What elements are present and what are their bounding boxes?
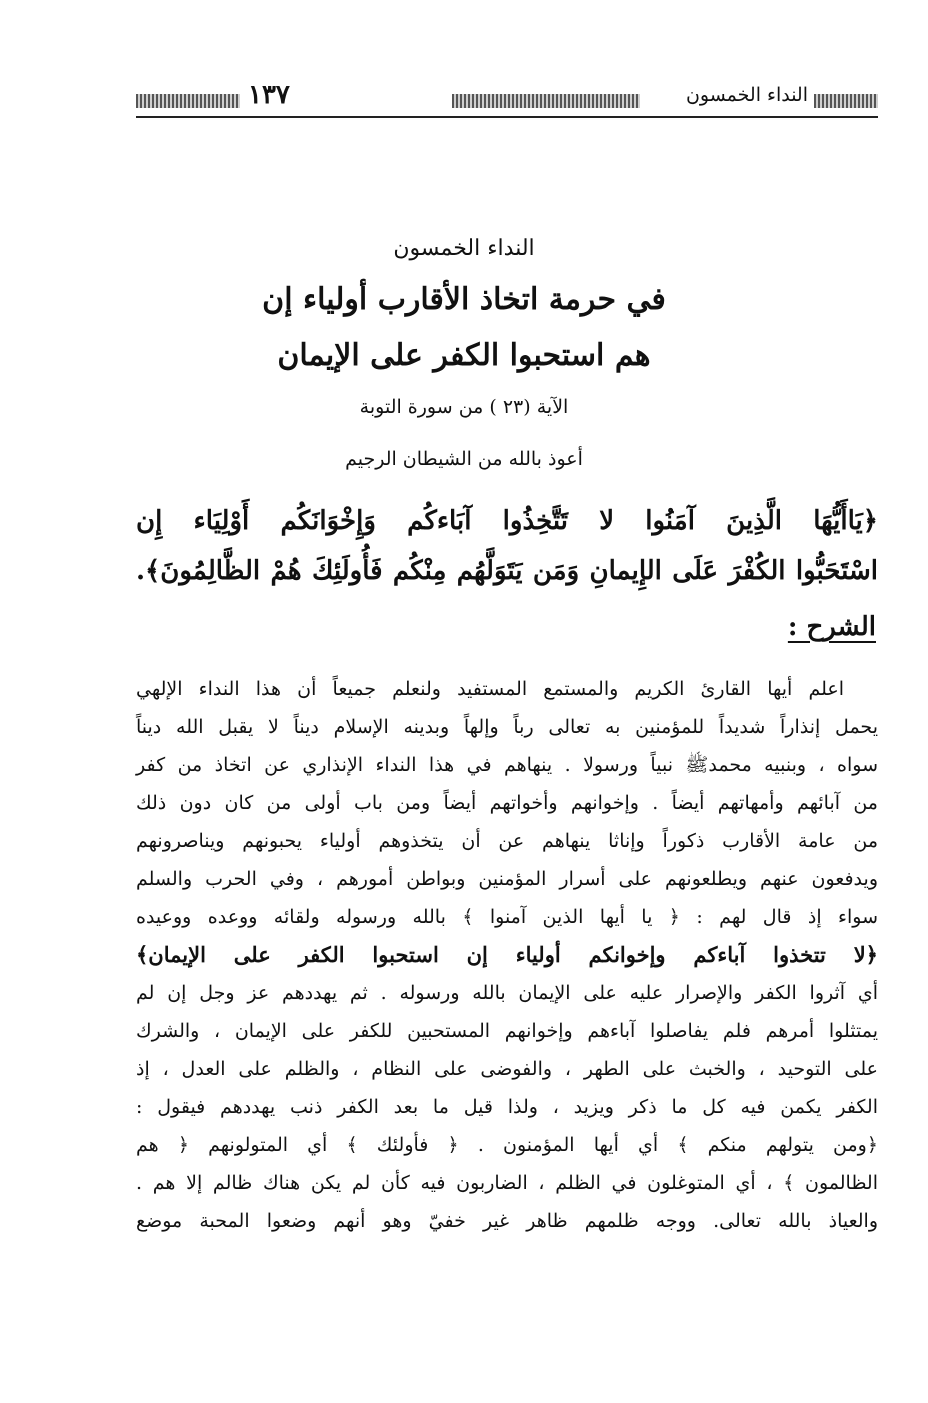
verse-line-1: ﴿يَاأَيُّهَا الَّذِينَ آمَنُوا لا تَتَّخِذُوا آبَاءكُم وَإِخْوَانَكُم أَوْلِيَاء إِن — [136, 506, 878, 536]
body-line: من عامة الأقارب ذكوراً وإناثا ينهاهم عن أن يتخذوهم أولياء يحبونهم ويناصرونهم — [136, 830, 878, 852]
running-header — [136, 80, 878, 118]
body-line: يحمل إنذاراً شديداً للمؤمنين به تعالى رباً وإلهاً وبدينه الإسلام ديناً لا يقبل الله ديناً — [136, 716, 878, 738]
header-ornament-left — [136, 94, 240, 108]
header-ornament-middle — [452, 94, 640, 108]
body-line: على التوحيد ، والخبث على الطهر ، والفوضى على النظام ، والظلم على العدل ، إذ — [136, 1058, 878, 1080]
verse-line-2: اسْتَحَبُّوا الكُفْرَ عَلَى الإِيمانِ وَمَن يَتَوَلَّهُم مِنْكُم فَأُولَئِكَ هُمْ الظَّالِمُونَ﴾. — [136, 556, 878, 586]
body-line: ﴿ومن يتولهم منكم ﴾ أي أيها المؤمنون . ﴿ فأولئك ﴾ أي المتولونهم ﴿ هم — [136, 1134, 878, 1156]
body-line: الظالمون ﴾ ، أي المتوغلون في الظلم ، الضاربون فيه كأن لم يكن هناك ظالم إلا هم . — [136, 1172, 878, 1194]
quran-verse — [136, 496, 878, 596]
body-line: سواه ، وبنبيه محمدﷺ نبياً ورسولا . ينهاهم في هذا النداء الإنذاري عن اتخاذ من كفر — [136, 754, 878, 776]
body-line: ويدفعون عنهم ويطلعونهم على أسرار المؤمنين وبواطن أمورهم ، وفي الحرب والسلم — [136, 868, 878, 890]
chapter-title-line-2: هم استحبوا الكفر على الإيمان — [277, 338, 651, 373]
body-line: يمتثلوا أمرهم فلم يفاصلوا آباءهم وإخوانهم المستحبين للكفر على الإيمان ، والشرك — [136, 1020, 878, 1042]
body-line: اعلم أيها القارئ الكريم والمستمع المستفيد ولنعلم جميعاً أن هذا النداء الإلهي — [136, 678, 844, 700]
header-ornament-right — [814, 94, 878, 108]
chapter-title-line-1: في حرمة اتخاذ الأقارب أولياء إن — [262, 282, 666, 317]
body-line: من آبائهم وأمهاتهم أيضاً . وإخوانهم وأخواتهم أيضاً ومن باب أولى من كان دون ذلك — [136, 792, 878, 814]
header-rule — [136, 116, 878, 118]
commentary-body — [136, 670, 878, 1240]
body-line: والعياذ بالله تعالى. ووجه ظلمهم ظاهر غير خفيّ وهو أنهم وضعوا المحبة موضع — [136, 1210, 878, 1232]
running-title: النداء الخمسون — [685, 84, 808, 106]
isti3adha: أعوذ بالله من الشيطان الرجيم — [345, 448, 583, 470]
body-line: أي آثروا الكفر والإصرار عليه على الإيمان بالله ورسوله . ثم يهددهم عز وجل إن لم — [136, 982, 878, 1004]
body-line: الكفر يكمن فيه كل ما ذكر ويزيد ، ولذا قيل ما بعد الكفر ذنب يهددهم فيقول : — [136, 1096, 878, 1118]
commentary-heading: الشرح : — [787, 612, 876, 642]
page-number: ١٣٧ — [248, 80, 290, 110]
body-line: سواء إذ قال لهم : ﴿ يا أيها الذين آمنوا ﴾ بالله ورسوله ولقائه ووعده ووعيده — [136, 906, 878, 928]
body-line-quote: ﴿لا تتخذوا آباءكم وإخوانكم أولياء إن استحبوا الكفر على الإيمان﴾ — [136, 942, 878, 967]
verse-reference: الآية (٢٣ ) من سورة التوبة — [359, 396, 569, 418]
chapter-label: النداء الخمسون — [393, 236, 535, 261]
